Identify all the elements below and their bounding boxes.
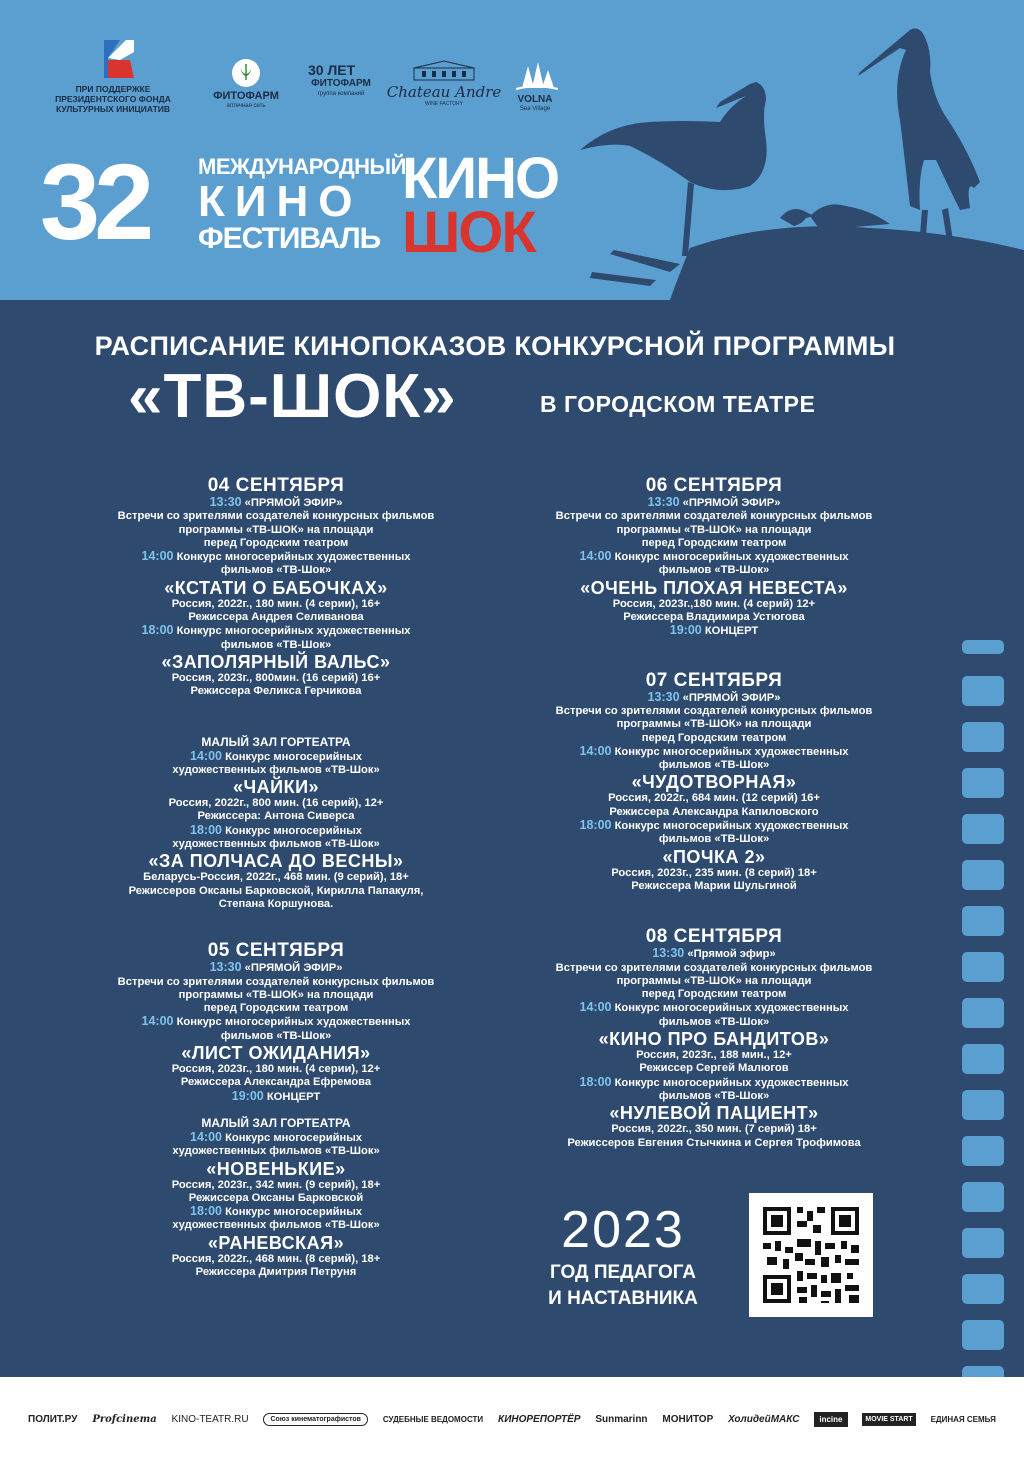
event-desc: Встречи со зрителями создателей конкурсных фильмов xyxy=(117,975,435,988)
event: КОНЦЕРТ xyxy=(266,1090,321,1103)
time: 14:00 xyxy=(579,1000,612,1015)
partner-logo: ПОЛИТ.РУ xyxy=(28,1413,78,1425)
kinoshok-kino: КИНО xyxy=(402,146,559,211)
partner-logo: Союз кинематографистов xyxy=(263,1413,367,1426)
film-info: Россия, 2023г., 235 мин. (8 серий) 18+ xyxy=(611,866,817,879)
time: 13:30 xyxy=(647,689,680,704)
day-title: 06 СЕНТЯБРЯ xyxy=(645,475,783,496)
day-title: 05 СЕНТЯБРЯ xyxy=(207,940,345,962)
time: 14:00 xyxy=(190,748,222,763)
film-title: «КИНО ПРО БАНДИТОВ» xyxy=(598,1029,830,1050)
event-desc: программы «ТВ-ШОК» на площади xyxy=(616,974,812,987)
day-title: 07 СЕНТЯБРЯ xyxy=(645,669,783,691)
fitofarm-pharmacy-name: ФИТОФАРМ xyxy=(213,90,279,102)
event: Конкурс многосерийных художественных xyxy=(614,1002,849,1015)
event-desc: художественных фильмов «ТВ-Шок» xyxy=(172,1145,380,1158)
film-title: «НУЛЕВОЙ ПАЦИЕНТ» xyxy=(609,1103,819,1124)
festival-word: ФЕСТИВАЛЬ xyxy=(198,222,381,255)
time: 18:00 xyxy=(579,818,612,833)
fitofarm-leaf-icon xyxy=(231,58,261,88)
chateau-name: Chateau Andre xyxy=(386,83,502,101)
film-director: Режиссера Феликса Герчикова xyxy=(190,685,362,698)
kinoshok-shok: ШОК xyxy=(402,200,535,265)
film-info: Россия, 2023г., 180 мин. (4 серии), 12+ xyxy=(171,1063,381,1076)
time: 14:00 xyxy=(141,1014,174,1029)
event-desc: программы «ТВ-ШОК» на площади xyxy=(178,523,374,536)
presidential-fund-logo xyxy=(100,38,134,80)
partner-logo: KINO-TEATR.RU xyxy=(171,1413,249,1425)
time: 14:00 xyxy=(141,549,174,564)
event: Конкурс многосерийных художественных xyxy=(176,1016,411,1029)
event-desc: программы «ТВ-ШОК» на площади xyxy=(616,718,812,731)
event-desc: Встречи со зрителями создателей конкурсных фильмов xyxy=(117,510,435,523)
year-line1: ГОД ПЕДАГОГА xyxy=(549,1262,697,1283)
partner-logo: Sunmarinn xyxy=(595,1413,648,1425)
fund-text: ПРИ ПОДДЕРЖКЕ ПРЕЗИДЕНТСКОГО ФОНДА КУЛЬТУРНЫХ ИНИЦИАТИВ xyxy=(55,84,171,114)
fitofarm-group-name: ФИТОФАРМ xyxy=(311,78,371,89)
film-title: «ПОЧКА 2» xyxy=(662,846,766,867)
event-desc: фильмов «ТВ-Шок» xyxy=(220,564,332,577)
film-title: «ЧУДОТВОРНАЯ» xyxy=(631,772,797,793)
film-title: «КСТАТИ О БАБОЧКАХ» xyxy=(164,577,388,598)
time: 18:00 xyxy=(190,1204,222,1219)
event-desc: перед Городским театром xyxy=(641,731,787,744)
film-info: Россия, 2022г., 684 мин. (12 серий) 16+ xyxy=(608,792,820,805)
film-director: Режиссера Марии Шульгиной xyxy=(631,879,797,892)
partner-logo: КИНОРЕПОРТЁР xyxy=(498,1413,581,1425)
time: 14:00 xyxy=(579,549,612,564)
festival-kino-spaced: КИНО xyxy=(198,177,363,226)
film-director: Режиссера Оксаны Барковской xyxy=(188,1191,364,1204)
time: 18:00 xyxy=(579,1074,612,1089)
chateau-sub: WINE FACTORY xyxy=(425,101,463,107)
event-desc: программы «ТВ-ШОК» на площади xyxy=(178,988,374,1001)
partner-logo: СУДЕБНЫЕ ВЕДОМОСТИ xyxy=(382,1414,484,1424)
volna-trees-icon xyxy=(512,58,560,92)
year-number: 2023 xyxy=(561,1201,685,1259)
volna-name: VOLNA xyxy=(517,94,553,105)
volna-logo xyxy=(504,94,566,113)
event: «ПРЯМОЙ ЭФИР» xyxy=(244,497,343,509)
film-info: Россия, 2023г., 342 мин. (9 серий), 18+ xyxy=(171,1178,381,1191)
day-title: 04 СЕНТЯБРЯ xyxy=(207,475,345,496)
film-info: Россия, 2023г., 800мин. (16 серий) 16+ xyxy=(171,671,381,684)
film-director: Режиссера Андрея Селиванова xyxy=(188,611,364,624)
time: 18:00 xyxy=(141,623,174,638)
event-desc: фильмов «ТВ-Шок» xyxy=(658,833,770,846)
film-director: Режиссера Дмитрия Петруня xyxy=(195,1265,357,1278)
day-sep04 xyxy=(90,476,462,699)
year-line2: И НАСТАВНИКА xyxy=(548,1288,698,1309)
storks-illustration xyxy=(570,10,1024,300)
film-info: Россия, 2023г., 188 мин., 12+ xyxy=(636,1049,792,1062)
footer-partners xyxy=(0,1377,1024,1459)
film-director: Режиссера: Антона Сиверса xyxy=(197,810,355,823)
event: Конкурс многосерийных художественных xyxy=(176,625,411,638)
venue-heading: В ГОРОДСКОМ ТЕАТРЕ xyxy=(540,391,816,417)
time: 18:00 xyxy=(190,822,222,837)
fitofarm-30-years: 30 ЛЕТ xyxy=(308,62,356,78)
schedule-left-column xyxy=(90,476,462,1279)
top-banner xyxy=(0,0,1024,300)
time: 13:30 xyxy=(209,960,242,975)
film-title: «ЗАПОЛЯРНЫЙ ВАЛЬС» xyxy=(161,651,391,672)
event-desc: перед Городским театром xyxy=(641,536,787,549)
program-title: «ТВ-ШОК» xyxy=(128,362,457,431)
time: 19:00 xyxy=(231,1088,264,1103)
event-desc: программы «ТВ-ШОК» на площади xyxy=(616,523,812,536)
time: 13:30 xyxy=(652,946,685,961)
event-desc: перед Городским театром xyxy=(203,536,349,549)
event: «ПРЯМОЙ ЭФИР» xyxy=(244,962,343,975)
day-title: 08 СЕНТЯБРЯ xyxy=(645,926,783,948)
film-title: «ОЧЕНЬ ПЛОХАЯ НЕВЕСТА» xyxy=(580,577,848,598)
day-sep08 xyxy=(528,927,900,1150)
hall-title: МАЛЫЙ ЗАЛ ГОРТЕАТРА xyxy=(201,1115,351,1130)
film-info: Россия, 2022г., 800 мин. (16 серий), 12+ xyxy=(168,797,384,810)
event: Конкурс многосерийных художественных xyxy=(614,1076,849,1089)
film-title: «НОВЕНЬКИЕ» xyxy=(206,1158,346,1179)
film-title: «ЧАЙКИ» xyxy=(232,777,320,798)
film-info: Беларусь-Россия, 2022г., 468 мин. (9 серий), 18+ xyxy=(143,871,409,884)
film-director: Режиссеров Оксаны Барковской, Кирилла Папакуля, xyxy=(128,884,424,897)
partner-logo: МОНИТОР xyxy=(662,1413,714,1425)
time: 13:30 xyxy=(647,495,680,509)
festival-international: МЕЖДУНАРОДНЫЙ xyxy=(198,154,406,179)
partner-logo: Profcinema xyxy=(92,1413,157,1425)
event: КОНЦЕРТ xyxy=(704,625,759,638)
schedule-right-column xyxy=(528,476,900,1150)
film-director: Режиссера Владимира Устюгова xyxy=(623,611,805,624)
event: «Прямой эфир» xyxy=(687,948,776,961)
film-director: Режиссеров Евгения Стычкина и Сергея Трофимова xyxy=(567,1136,861,1149)
event-desc: художественных фильмов «ТВ-Шок» xyxy=(172,763,380,776)
volna-sub: Sea Village xyxy=(519,106,551,112)
qr-code[interactable] xyxy=(749,1193,873,1317)
event-desc: Встречи со зрителями создателей конкурсных фильмов xyxy=(555,510,873,523)
chateau-andre-logo xyxy=(382,84,506,108)
film-title: «ЛИСТ ОЖИДАНИЯ» xyxy=(181,1043,371,1064)
fitofarm-pharmacy-logo xyxy=(198,90,294,110)
event-desc: фильмов «ТВ-Шок» xyxy=(658,759,770,772)
event-desc: фильмов «ТВ-Шок» xyxy=(658,564,770,577)
partner-logo: incine xyxy=(814,1412,847,1427)
film-director: Режиссер Сергей Малюгов xyxy=(639,1062,789,1075)
film-info: Россия, 2022г., 468 мин. (8 серий), 18+ xyxy=(171,1252,381,1265)
festival-number: 32 xyxy=(40,141,149,262)
event: Конкурс многосерийных художественных xyxy=(614,551,849,564)
event: «ПРЯМОЙ ЭФИР» xyxy=(682,691,781,704)
year-of-teacher-badge xyxy=(548,1200,698,1325)
film-title: «ЗА ПОЛЧАСА ДО ВЕСНЫ» xyxy=(148,851,404,872)
event-desc: фильмов «ТВ-Шок» xyxy=(658,1089,770,1102)
day-sep04-small-hall xyxy=(90,735,462,912)
film-director: Режиссера Александра Ефремова xyxy=(180,1076,372,1089)
time: 19:00 xyxy=(669,623,702,638)
event: Конкурс многосерийных художественных xyxy=(614,745,849,758)
event-desc: Встречи со зрителями создателей конкурсных фильмов xyxy=(555,961,873,974)
event: Конкурс многосерийных xyxy=(225,824,362,837)
day-sep06 xyxy=(528,476,900,639)
time: 14:00 xyxy=(579,743,612,758)
event-desc: перед Городским театром xyxy=(203,1002,349,1015)
event-desc: Встречи со зрителями создателей конкурсных фильмов xyxy=(555,704,873,717)
fitofarm-pharmacy-sub: аптечная сеть xyxy=(226,103,266,109)
event: Конкурс многосерийных xyxy=(225,1206,362,1219)
event-desc: фильмов «ТВ-Шок» xyxy=(220,1029,332,1042)
film-info: Россия, 2022г., 180 мин. (4 серии), 16+ xyxy=(171,597,381,610)
film-director: Режиссера Александра Капиловского xyxy=(609,805,819,818)
event: Конкурс многосерийных художественных xyxy=(176,551,411,564)
schedule-heading: РАСПИСАНИЕ КИНОПОКАЗОВ КОНКУРСНОЙ ПРОГРАММЫ xyxy=(94,331,896,361)
chateau-building-icon xyxy=(408,60,480,82)
event-desc: перед Городским театром xyxy=(641,988,787,1001)
partner-logo: MOVIE START xyxy=(862,1413,915,1426)
day-sep05 xyxy=(90,941,462,1104)
event-desc: фильмов «ТВ-Шок» xyxy=(658,1015,770,1028)
presidential-fund-caption xyxy=(40,84,186,114)
film-info: Россия, 2023г.,180 мин. (4 серий) 12+ xyxy=(612,597,816,610)
event: Конкурс многосерийных художественных xyxy=(614,820,849,833)
event-desc: художественных фильмов «ТВ-Шок» xyxy=(172,838,380,851)
time: 13:30 xyxy=(209,495,242,509)
event: Конкурс многосерийных xyxy=(225,750,362,763)
day-sep07 xyxy=(528,671,900,894)
fitofarm-group-logo xyxy=(302,62,380,98)
time: 14:00 xyxy=(190,1129,222,1144)
event-desc: художественных фильмов «ТВ-Шок» xyxy=(172,1219,380,1232)
partner-logo: ЕДИНАЯ СЕМЬЯ xyxy=(930,1414,996,1424)
film-director: Степана Коршунова. xyxy=(218,897,334,910)
day-sep05-small-hall xyxy=(90,1116,462,1279)
event-desc: фильмов «ТВ-Шок» xyxy=(220,638,332,651)
event: Конкурс многосерийных xyxy=(225,1131,362,1144)
event: «ПРЯМОЙ ЭФИР» xyxy=(682,497,781,509)
film-strip-decoration xyxy=(958,620,1008,1377)
hall-title: МАЛЫЙ ЗАЛ ГОРТЕАТРА xyxy=(201,734,351,749)
film-title: «РАНЕВСКАЯ» xyxy=(207,1232,345,1253)
partner-logo: ХолидейМАКС xyxy=(728,1413,800,1425)
film-info: Россия, 2022г., 350 мин. (7 серий) 18+ xyxy=(611,1123,817,1136)
fitofarm-group-sub: группа компаний xyxy=(317,91,365,97)
